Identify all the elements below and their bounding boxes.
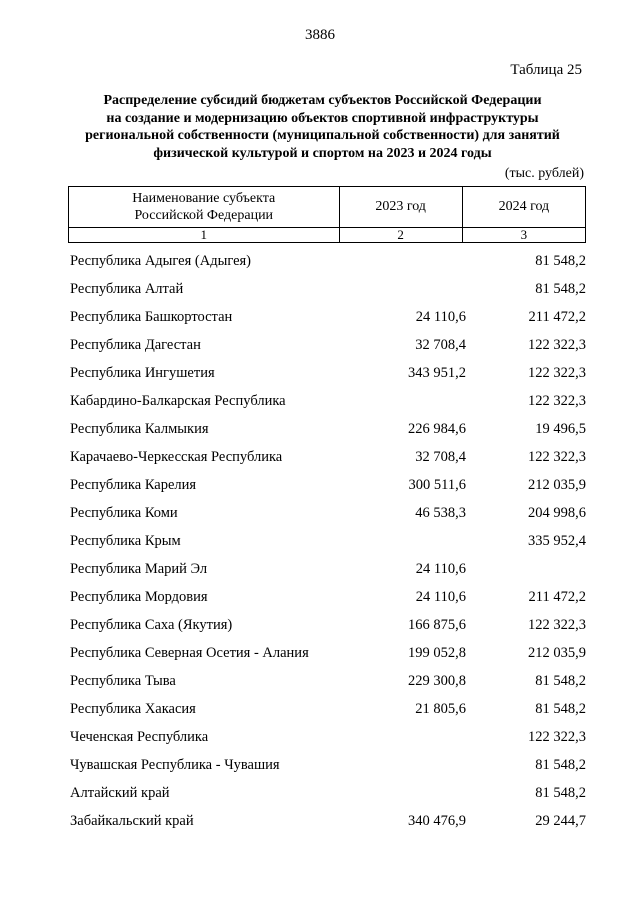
value-2023-cell: 226 984,6: [408, 420, 466, 437]
table-row: [68, 695, 586, 723]
value-2024-cell: 81 548,2: [535, 756, 586, 773]
table-row: [68, 751, 586, 779]
header-name-line: Наименование субъекта: [132, 191, 276, 206]
table-body: [68, 247, 586, 835]
table-row: [68, 359, 586, 387]
value-2023-cell: 46 538,3: [415, 504, 466, 521]
table-row: [68, 443, 586, 471]
region-name-cell: Республика Мордовия: [70, 588, 208, 605]
value-2023-cell: 199 052,8: [408, 644, 466, 661]
region-name-cell: Республика Ингушетия: [70, 364, 215, 381]
region-name-cell: Республика Алтай: [70, 280, 184, 297]
header-name-cell: [69, 187, 340, 228]
value-2024-cell: 81 548,2: [535, 672, 586, 689]
column-number-2: 2: [339, 228, 462, 243]
value-2023-cell: 24 110,6: [415, 560, 466, 577]
value-2024-cell: 211 472,2: [528, 308, 586, 325]
value-2024-cell: 19 496,5: [535, 420, 586, 437]
value-2023-cell: 229 300,8: [408, 672, 466, 689]
table-row: [68, 275, 586, 303]
value-2024-cell: 122 322,3: [528, 728, 586, 745]
value-2023-cell: 166 875,6: [408, 616, 466, 633]
region-name-cell: Республика Марий Эл: [70, 560, 208, 577]
value-2023-cell: [370, 779, 466, 807]
table-row: [68, 667, 586, 695]
table-row: [68, 331, 586, 359]
table-row: [68, 807, 586, 835]
subsidy-table: [68, 247, 586, 835]
table-row: [68, 387, 586, 415]
value-2023-cell: 32 708,4: [415, 336, 466, 353]
region-name-cell: Чувашская Республика - Чувашия: [70, 756, 280, 773]
region-name-cell: Республика Адыгея (Адыгея): [70, 252, 252, 269]
table-row: [68, 723, 586, 751]
region-name-cell: Республика Коми: [70, 504, 178, 521]
value-2023-cell: [370, 275, 466, 303]
table-row: [68, 415, 586, 443]
region-name-cell: Республика Калмыкия: [70, 420, 209, 437]
value-2024-cell: 204 998,6: [528, 504, 586, 521]
region-name-cell: Республика Тыва: [70, 672, 176, 689]
header-2024-cell: 2024 год: [462, 187, 585, 228]
table-header: [68, 186, 586, 243]
table-row: [68, 555, 586, 583]
region-name-cell: Республика Карелия: [70, 476, 197, 493]
region-name-cell: Республика Северная Осетия - Алания: [70, 644, 309, 661]
region-name-cell: Карачаево-Черкесская Республика: [70, 448, 283, 465]
region-name-cell: Республика Дагестан: [70, 336, 201, 353]
value-2023-cell: 21 805,6: [415, 700, 466, 717]
value-2024-cell: 81 548,2: [535, 784, 586, 801]
title-line: Распределение субсидий бюджетам субъектов Российской Федерации: [103, 93, 542, 108]
value-2024-cell: 122 322,3: [528, 336, 586, 353]
value-2024-cell: 335 952,4: [528, 532, 586, 549]
region-name-cell: Республика Башкортостан: [70, 308, 233, 325]
table-row: [68, 779, 586, 807]
region-name-cell: Республика Саха (Якутия): [70, 616, 233, 633]
value-2023-cell: 24 110,6: [415, 308, 466, 325]
table-row: [68, 471, 586, 499]
table-row: [68, 303, 586, 331]
value-2024-cell: 211 472,2: [528, 588, 586, 605]
title-line: региональной собственности (муниципальной собственности) для занятий: [85, 128, 560, 143]
unit-note: (тыс. рублей): [504, 166, 584, 181]
value-2024-cell: 81 548,2: [535, 280, 586, 297]
region-name-cell: Республика Хакасия: [70, 700, 196, 717]
value-2023-cell: 343 951,2: [408, 364, 466, 381]
value-2023-cell: [370, 723, 466, 751]
value-2023-cell: 340 476,9: [408, 812, 466, 829]
title-line: на создание и модернизацию объектов спортивной инфраструктуры: [106, 110, 539, 126]
value-2023-cell: [370, 387, 466, 415]
column-number-3: 3: [462, 228, 585, 243]
column-number-1: 1: [69, 228, 340, 243]
value-2024-cell: 81 548,2: [535, 700, 586, 717]
value-2024-cell: 212 035,9: [528, 476, 586, 493]
value-2024-cell: [466, 555, 586, 583]
value-2023-cell: 32 708,4: [415, 448, 466, 465]
value-2023-cell: 24 110,6: [415, 588, 466, 605]
value-2024-cell: 122 322,3: [528, 392, 586, 409]
header-name-line: Российской Федерации: [134, 208, 274, 223]
region-name-cell: Алтайский край: [70, 784, 170, 801]
value-2024-cell: 122 322,3: [528, 616, 586, 633]
value-2024-cell: 212 035,9: [528, 644, 586, 661]
value-2023-cell: [370, 751, 466, 779]
table-caption: Таблица 25: [510, 62, 582, 78]
region-name-cell: Кабардино-Балкарская Республика: [70, 392, 286, 409]
value-2023-cell: [370, 247, 466, 275]
page-number: 3886: [305, 27, 335, 43]
value-2024-cell: 122 322,3: [528, 364, 586, 381]
region-name-cell: Чеченская Республика: [70, 728, 209, 745]
value-2024-cell: 29 244,7: [535, 812, 586, 829]
table-row: [68, 527, 586, 555]
region-name-cell: Республика Крым: [70, 532, 181, 549]
table-row: [68, 639, 586, 667]
header-2023-cell: 2023 год: [339, 187, 462, 228]
table-row: [68, 247, 586, 275]
value-2023-cell: 300 511,6: [408, 476, 466, 493]
region-name-cell: Забайкальский край: [70, 812, 194, 829]
table-row: [68, 499, 586, 527]
value-2023-cell: [370, 527, 466, 555]
document-title: [60, 92, 585, 162]
title-line: физической культурой и спортом на 2023 и 2024 годы: [153, 145, 492, 161]
value-2024-cell: 122 322,3: [528, 448, 586, 465]
value-2024-cell: 81 548,2: [535, 252, 586, 269]
table-row: [68, 583, 586, 611]
table-row: [68, 611, 586, 639]
